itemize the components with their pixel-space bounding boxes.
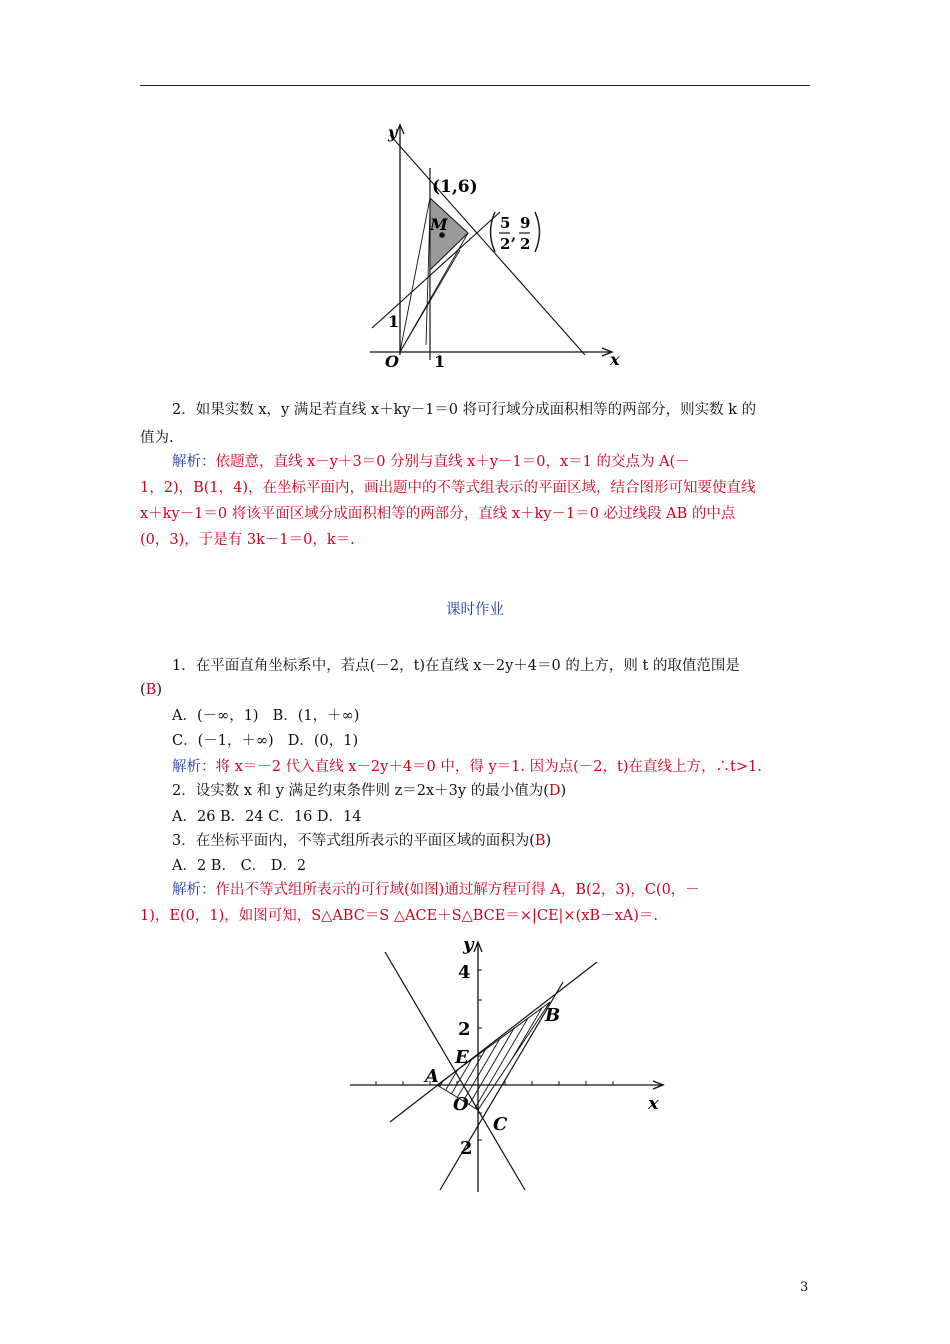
q1-solution: 解析：将 x＝－2 代入直线 x－2y＋4＝0 中，得 y＝1. 因为点(－2，t)在直线上方，∴t>1. — [172, 759, 762, 775]
fig1-feasible-region — [430, 198, 468, 270]
solution-label: 解析： — [172, 759, 216, 775]
fig2-line-ae-b — [390, 962, 597, 1122]
fig1-tick-y1: 1 — [388, 312, 400, 331]
solution-label: 解析： — [172, 882, 216, 898]
q2-options: A．26 B．24 C．16 D．14 — [172, 809, 362, 825]
q1-answer: B — [145, 682, 157, 698]
page-number: 3 — [800, 1280, 809, 1295]
q1-answer-line: (B) — [140, 682, 162, 698]
q1-option-b: B．(1，＋∞) — [272, 708, 360, 724]
q1-option-c: C．(－1，＋∞) — [172, 733, 274, 749]
section-title: 课时作业 — [446, 602, 504, 618]
svg-text:,: , — [511, 226, 517, 244]
problem2-line2: 值为. — [140, 430, 174, 446]
fig2-x-label: x — [648, 1093, 659, 1114]
fig2-label-c: C — [493, 1114, 508, 1135]
fig2-y-label: y — [463, 934, 474, 955]
fig2-label-a: A — [425, 1066, 439, 1087]
figure-2 — [345, 932, 675, 1197]
fig1-tick-x1: 1 — [434, 352, 446, 370]
fig1-line-descending — [390, 135, 585, 355]
fig1-m-label: M — [430, 215, 448, 234]
fig1-b-num2: 9 — [520, 214, 531, 232]
figure-1 — [360, 120, 630, 370]
q3-text: 3．在坐标平面内，不等式组所表示的平面区域的面积为(B) — [172, 833, 552, 849]
fig2-tick-4: 4 — [458, 962, 471, 983]
q2-answer: D — [548, 783, 561, 799]
problem2-line1: 2．如果实数 x，y 满足若直线 x＋ky－1＝0 将可行域分成面积相等的两部分，则实数 k 的 — [172, 402, 757, 418]
fig1-ray-2 — [400, 198, 430, 352]
fig2-origin: O — [453, 1094, 469, 1115]
q3-solution-line2: 1)，E(0，1)，如图可知，S△ABC＝S △ACE＋S△BCE＝×|CE|×(xB－xA)＝. — [140, 908, 658, 924]
q1-line1: 1．在平面直角坐标系中，若点(－2，t)在直线 x－2y＋4＝0 的上方，则 t 的取值范围是 — [172, 658, 740, 674]
q3-solution-line1: 解析：作出不等式组所表示的可行域(如图)通过解方程可得 A，B(2，3)，C(0，－ — [172, 882, 700, 898]
q1-options-ab — [172, 706, 359, 726]
q2-text: 2．设实数 x 和 y 满足约束条件则 z＝2x＋3y 的最小值为(D) — [172, 783, 567, 799]
fig2-tick-2: 2 — [458, 1019, 471, 1040]
q3-options: A．2 B． C． D．2 — [172, 858, 307, 874]
problem2-solution-line4: (0，3)，于是有 3k－1＝0，k＝. — [140, 532, 355, 548]
fig1-point-b-label — [491, 212, 540, 253]
fig1-y-label: y — [388, 123, 398, 142]
fig1-x-label: x — [610, 350, 620, 369]
fig1-origin: O — [385, 352, 399, 370]
problem2-solution-line3: x＋ky－1＝0 将该平面区域分成面积相等的两部分，直线 x＋ky－1＝0 必过线段 AB 的中点 — [140, 506, 736, 522]
problem2-solution-line2: 1，2)，B(1，4)，在坐标平面内，画出题中的不等式组表示的平面区域，结合图形可知要使直线 — [140, 480, 756, 496]
fig1-b-den1: 2 — [500, 235, 511, 253]
solution-label: 解析： — [172, 454, 216, 470]
q1-option-a: A．(－∞，1) — [172, 708, 259, 724]
fig1-point-a-label: (1,6) — [432, 177, 478, 197]
header-rule — [140, 85, 810, 86]
q3-answer: B — [534, 833, 546, 849]
fig1-b-den2: 2 — [520, 235, 531, 253]
fig1-b-num1: 5 — [500, 214, 511, 232]
q1-options-cd — [172, 731, 358, 751]
fig2-label-b: B — [545, 1005, 561, 1026]
q1-option-d: D．(0，1) — [287, 733, 359, 749]
fig2-label-e: E — [455, 1047, 469, 1068]
problem2-solution-line1: 解析：依题意，直线 x－y＋3＝0 分别与直线 x＋y－1＝0，x＝1 的交点为 A(－ — [172, 454, 690, 470]
fig2-tick-neg2: 2 — [460, 1138, 473, 1159]
